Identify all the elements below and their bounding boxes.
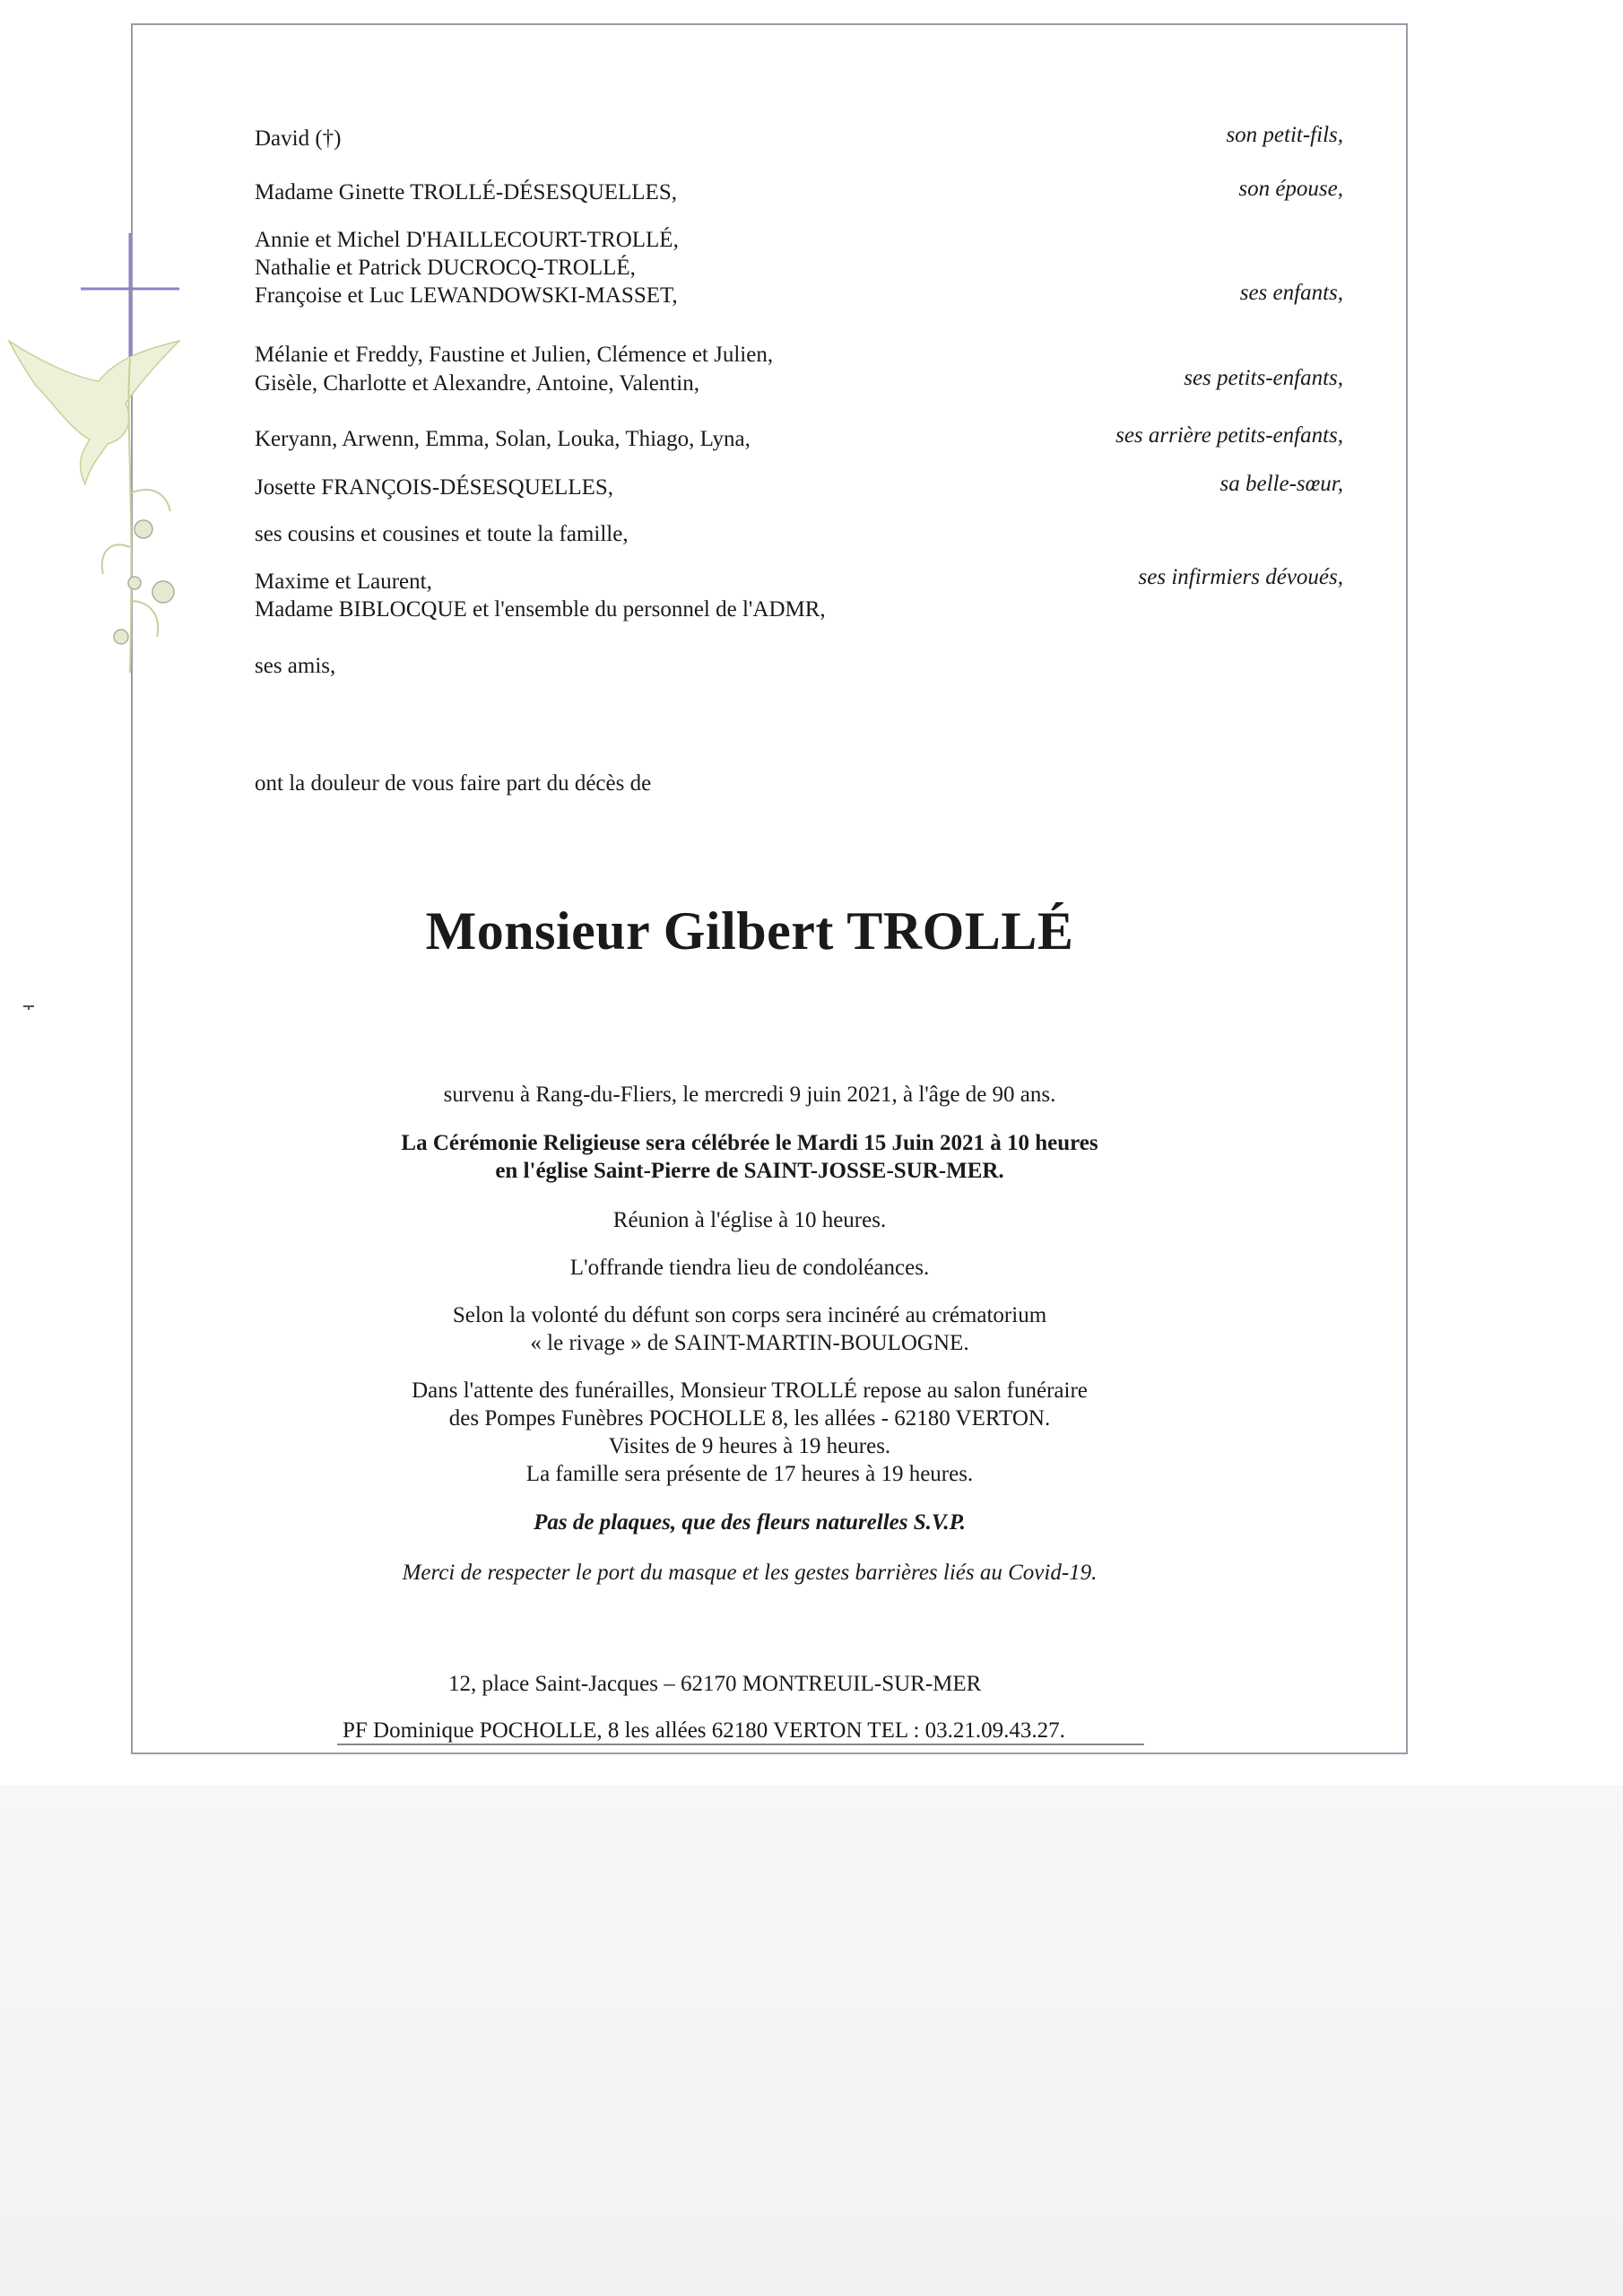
death-info: survenu à Rang-du-Fliers, le mercredi 9 juin 2021, à l'âge de 90 ans. [443, 1083, 1056, 1107]
scan-smudge [23, 1003, 34, 1010]
ceremony-line: La Cérémonie Religieuse sera célébrée le Mardi 15 Juin 2021 à 10 heures [401, 1131, 1098, 1155]
relation-label: son épouse, [1238, 177, 1343, 201]
relation-label: ses enfants, [1239, 281, 1343, 305]
funeral-director-footer: PF Dominique POCHOLLE, 8 les allées 62180 VERTON TEL : 03.21.09.43.27. [343, 1718, 1065, 1743]
family-name-line: Nathalie et Patrick DUCROCQ-TROLLÉ, [255, 256, 636, 280]
family-name-line: Keryann, Arwenn, Emma, Solan, Louka, Thiago, Lyna, [255, 427, 751, 451]
family-name-line: Maxime et Laurent, [255, 570, 432, 594]
relation-label: sa belle-sœur, [1219, 472, 1343, 496]
dove-icon [9, 341, 179, 484]
visiting-hours: Visites de 9 heures à 19 heures. [608, 1434, 891, 1458]
cremation-line: « le rivage » de SAINT-MARTIN-BOULOGNE. [530, 1331, 969, 1355]
family-presence: La famille sera présente de 17 heures à 19 heures. [525, 1462, 974, 1486]
meeting-text: Réunion à l'église à 10 heures. [612, 1208, 887, 1232]
family-name-line: Josette FRANÇOIS-DÉSESQUELLES, [255, 475, 614, 500]
family-name-line: Gisèle, Charlotte et Alexandre, Antoine, Valentin, [255, 371, 699, 396]
family-name-line: Mélanie et Freddy, Faustine et Julien, Clémence et Julien, [255, 343, 774, 367]
family-name-line: Madame Ginette TROLLÉ-DÉSESQUELLES, [255, 180, 677, 204]
address-line: 12, place Saint-Jacques – 62170 MONTREUIL-SUR-MER [448, 1672, 982, 1696]
family-name-line: Madame BIBLOCQUE et l'ensemble du personnel de l'ADMR, [255, 597, 826, 622]
announcement-text: ont la douleur de vous faire part du décès de [255, 771, 652, 796]
family-name-line: Françoise et Luc LEWANDOWSKI-MASSET, [255, 283, 678, 308]
funeral-home-line: des Pompes Funèbres POCHOLLE 8, les allées - 62180 VERTON. [448, 1406, 1051, 1431]
flower-icon [114, 520, 174, 644]
family-name-line: Annie et Michel D'HAILLECOURT-TROLLÉ, [255, 228, 679, 252]
footer-underline [337, 1744, 1144, 1745]
covid-notice: Merci de respecter le port du masque et les gestes barrières liés au Covid-19. [402, 1561, 1098, 1585]
cross-icon [81, 233, 179, 359]
family-name-line: David (†) [255, 126, 342, 151]
family-name-line: ses cousins et cousines et toute la famille, [255, 522, 629, 546]
relation-label: son petit-fils, [1226, 123, 1343, 147]
family-name-line: ses amis, [255, 654, 336, 678]
offering-text: L'offrande tiendra lieu de condoléances. [569, 1256, 930, 1280]
funeral-home-line: Dans l'attente des funérailles, Monsieur TROLLÉ repose au salon funéraire [412, 1378, 1088, 1403]
deceased-name: Monsieur Gilbert TROLLÉ [425, 901, 1074, 961]
cross-dove-illustration [0, 224, 215, 691]
flowers-request: Pas de plaques, que des fleurs naturelles S.V.P. [534, 1510, 966, 1535]
relation-label: ses arrière petits-enfants, [1115, 423, 1343, 448]
scan-margin [0, 1785, 1623, 2296]
ceremony-line: en l'église Saint-Pierre de SAINT-JOSSE-SUR-MER. [495, 1159, 1004, 1183]
cremation-line: Selon la volonté du défunt son corps sera incinéré au crématorium [452, 1303, 1047, 1327]
relation-label: ses infirmiers dévoués, [1138, 565, 1343, 589]
relation-label: ses petits-enfants, [1184, 366, 1343, 390]
